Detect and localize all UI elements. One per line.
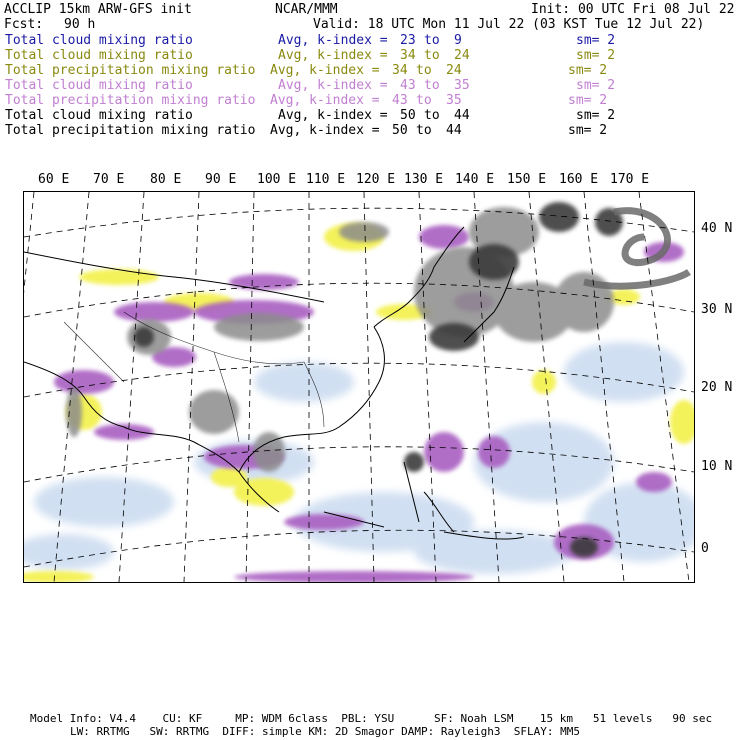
legend-sm: sm= 2 <box>568 63 608 78</box>
legend-k2: 24 <box>454 48 470 63</box>
legend-k1: 50 <box>400 108 416 123</box>
legend-k1: 34 <box>392 63 408 78</box>
lon-label: 120 E <box>356 172 396 187</box>
legend-k1: 23 <box>400 33 416 48</box>
legend-to: to <box>424 108 440 123</box>
legend-k2: 35 <box>446 93 462 108</box>
legend-to: to <box>416 123 432 138</box>
legend-sm: sm= 2 <box>568 123 608 138</box>
center-name: NCAR/MMM <box>275 2 338 17</box>
legend-sm: sm= 2 <box>576 33 616 48</box>
legend-to: to <box>416 93 432 108</box>
legend-field: Total cloud mixing ratio <box>5 48 193 63</box>
legend-field: Total cloud mixing ratio <box>5 108 193 123</box>
lon-label: 140 E <box>455 172 495 187</box>
lat-label: 40 N <box>701 221 733 236</box>
lon-label: 150 E <box>507 172 547 187</box>
lon-label: 110 E <box>306 172 346 187</box>
legend-k2: 35 <box>454 78 470 93</box>
legend-field: Total cloud mixing ratio <box>5 78 193 93</box>
legend-field: Total precipitation mixing ratio <box>5 63 256 78</box>
legend-sm: sm= 2 <box>568 93 608 108</box>
lon-label: 70 E <box>93 172 125 187</box>
legend-k1: 43 <box>400 78 416 93</box>
legend-k1: 43 <box>392 93 408 108</box>
legend-avg: Avg, k-index = <box>270 63 380 78</box>
legend-k2: 44 <box>446 123 462 138</box>
legend-avg: Avg, k-index = <box>278 78 388 93</box>
lat-label: 10 N <box>701 459 733 474</box>
model-info-line: Model Info: V4.4 CU: KF MP: WDM 6class PBL: YSU SF: Noah LSM 15 km 51 levels 90 sec <box>30 712 713 725</box>
legend-k2: 9 <box>454 33 462 48</box>
legend-sm: sm= 2 <box>576 48 616 63</box>
legend-avg: Avg, k-index = <box>270 123 380 138</box>
lon-label: 60 E <box>38 172 70 187</box>
lon-label: 160 E <box>559 172 599 187</box>
legend-k1: 50 <box>392 123 408 138</box>
legend-k2: 44 <box>454 108 470 123</box>
legend-field: Total precipitation mixing ratio <box>5 123 256 138</box>
physics-info-line: LW: RRTMG SW: RRTMG DIFF: simple KM: 2D Smagor DAMP: Rayleigh3 SFLAY: MM5 <box>70 725 580 738</box>
map-canvas <box>24 192 694 582</box>
legend-field: Total cloud mixing ratio <box>5 33 193 48</box>
forecast-hour: 90 h <box>64 17 96 32</box>
model-title: ACCLIP 15km ARW-GFS init <box>4 2 192 17</box>
legend-sm: sm= 2 <box>576 78 616 93</box>
legend-avg: Avg, k-index = <box>270 93 380 108</box>
lat-label: 20 N <box>701 380 733 395</box>
legend-to: to <box>416 63 432 78</box>
legend-avg: Avg, k-index = <box>278 33 388 48</box>
legend-to: to <box>424 48 440 63</box>
legend-k2: 24 <box>446 63 462 78</box>
lon-label: 90 E <box>205 172 237 187</box>
lon-label: 80 E <box>150 172 182 187</box>
valid-time: Valid: 18 UTC Mon 11 Jul 22 (03 KST Tue 12 Jul 22) <box>313 17 705 32</box>
legend-to: to <box>424 78 440 93</box>
legend-k1: 34 <box>400 48 416 63</box>
init-time: Init: 00 UTC Fri 08 Jul 22 <box>531 2 735 17</box>
forecast-label: Fcst: <box>4 17 44 32</box>
lon-label: 170 E <box>610 172 650 187</box>
lon-label: 130 E <box>404 172 444 187</box>
lat-label: 30 N <box>701 302 733 317</box>
lon-label: 100 E <box>257 172 297 187</box>
legend-to: to <box>424 33 440 48</box>
legend-sm: sm= 2 <box>576 108 616 123</box>
legend-field: Total precipitation mixing ratio <box>5 93 256 108</box>
lat-label: 0 <box>701 541 709 556</box>
legend-avg: Avg, k-index = <box>278 108 388 123</box>
legend-avg: Avg, k-index = <box>278 48 388 63</box>
forecast-map <box>23 191 695 583</box>
